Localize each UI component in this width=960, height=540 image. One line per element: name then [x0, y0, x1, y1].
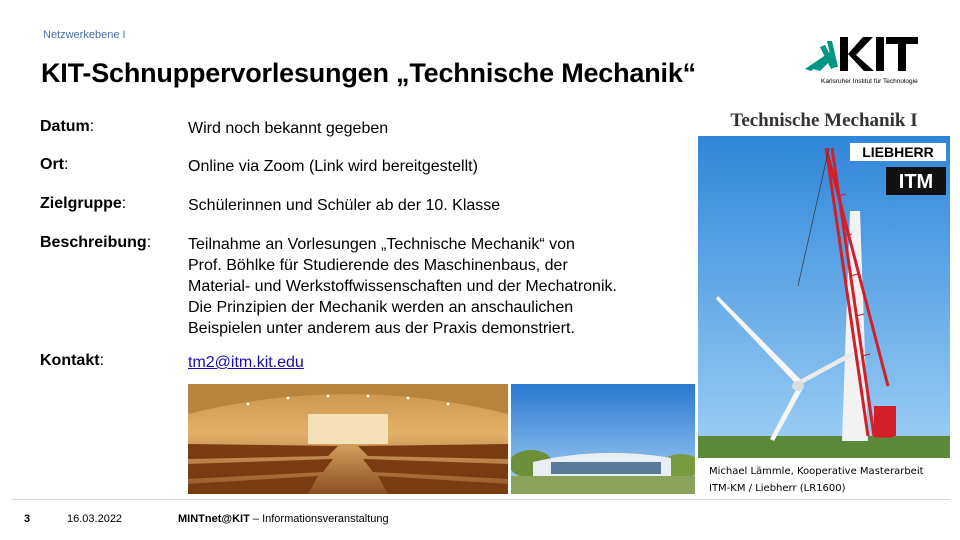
caption-line: Michael Lämmle, Kooperative Masterarbeit: [709, 466, 924, 477]
beschreibung-label: Beschreibung:: [40, 234, 152, 251]
beschreibung-line: Beispielen unter anderem aus der Praxis demonstriert.: [188, 320, 575, 337]
kontakt-label: Kontakt:: [40, 352, 105, 369]
footer-date: 16.03.2022: [67, 513, 123, 525]
crane-wind-turbine-photo: [698, 136, 950, 458]
page-title: KIT-Schnuppervorlesungen „Technische Mechanik“: [41, 58, 696, 88]
kontakt-email-link[interactable]: tm2@itm.kit.edu: [188, 354, 304, 371]
building-photo: [511, 384, 695, 494]
book-title: Technische Mechanik I: [730, 110, 918, 131]
footer-text: [178, 513, 389, 525]
section-label: Netzwerkebene I: [43, 29, 126, 41]
datum-label: Datum:: [40, 118, 95, 135]
itm-badge-text: ITM: [898, 171, 934, 193]
beschreibung-line: Die Prinzipien der Mechanik werden an anschaulichen: [188, 299, 574, 316]
kit-logo-subtitle: Karlsruher Institut für Technologie: [821, 78, 918, 85]
ort-value: Online via Zoom (Link wird bereitgestellt): [188, 158, 478, 175]
footer-description: – Informationsveranstaltung: [252, 513, 389, 525]
lecture-hall-photo: [188, 384, 508, 494]
beschreibung-line: Material- und Werkstoffwissenschaften und der Mechatronik.: [188, 278, 617, 295]
datum-value: Wird noch bekannt gegeben: [188, 120, 389, 137]
page-number: 3: [24, 513, 31, 525]
caption-line: ITM-KM / Liebherr (LR1600): [709, 483, 846, 494]
zielgruppe-value: Schülerinnen und Schüler ab der 10. Klasse: [188, 197, 501, 214]
footer-brand: MINTnet@KIT: [178, 513, 250, 525]
kit-logo-fan-icon: [805, 41, 838, 71]
kit-logo: [803, 33, 921, 89]
photo-caption: [709, 463, 924, 497]
liebherr-badge-text: LIEBHERR: [862, 144, 934, 160]
book-cover: [698, 104, 950, 458]
zielgruppe-label: Zielgruppe:: [40, 195, 127, 212]
beschreibung-line: Prof. Böhlke für Studierende des Maschinenbaus, der: [188, 257, 568, 274]
ort-label: Ort:: [40, 156, 69, 173]
beschreibung-line: Teilnahme an Vorlesungen „Technische Mechanik“ von: [188, 236, 575, 253]
beschreibung-value: [188, 234, 617, 339]
footer-divider: [12, 499, 950, 500]
